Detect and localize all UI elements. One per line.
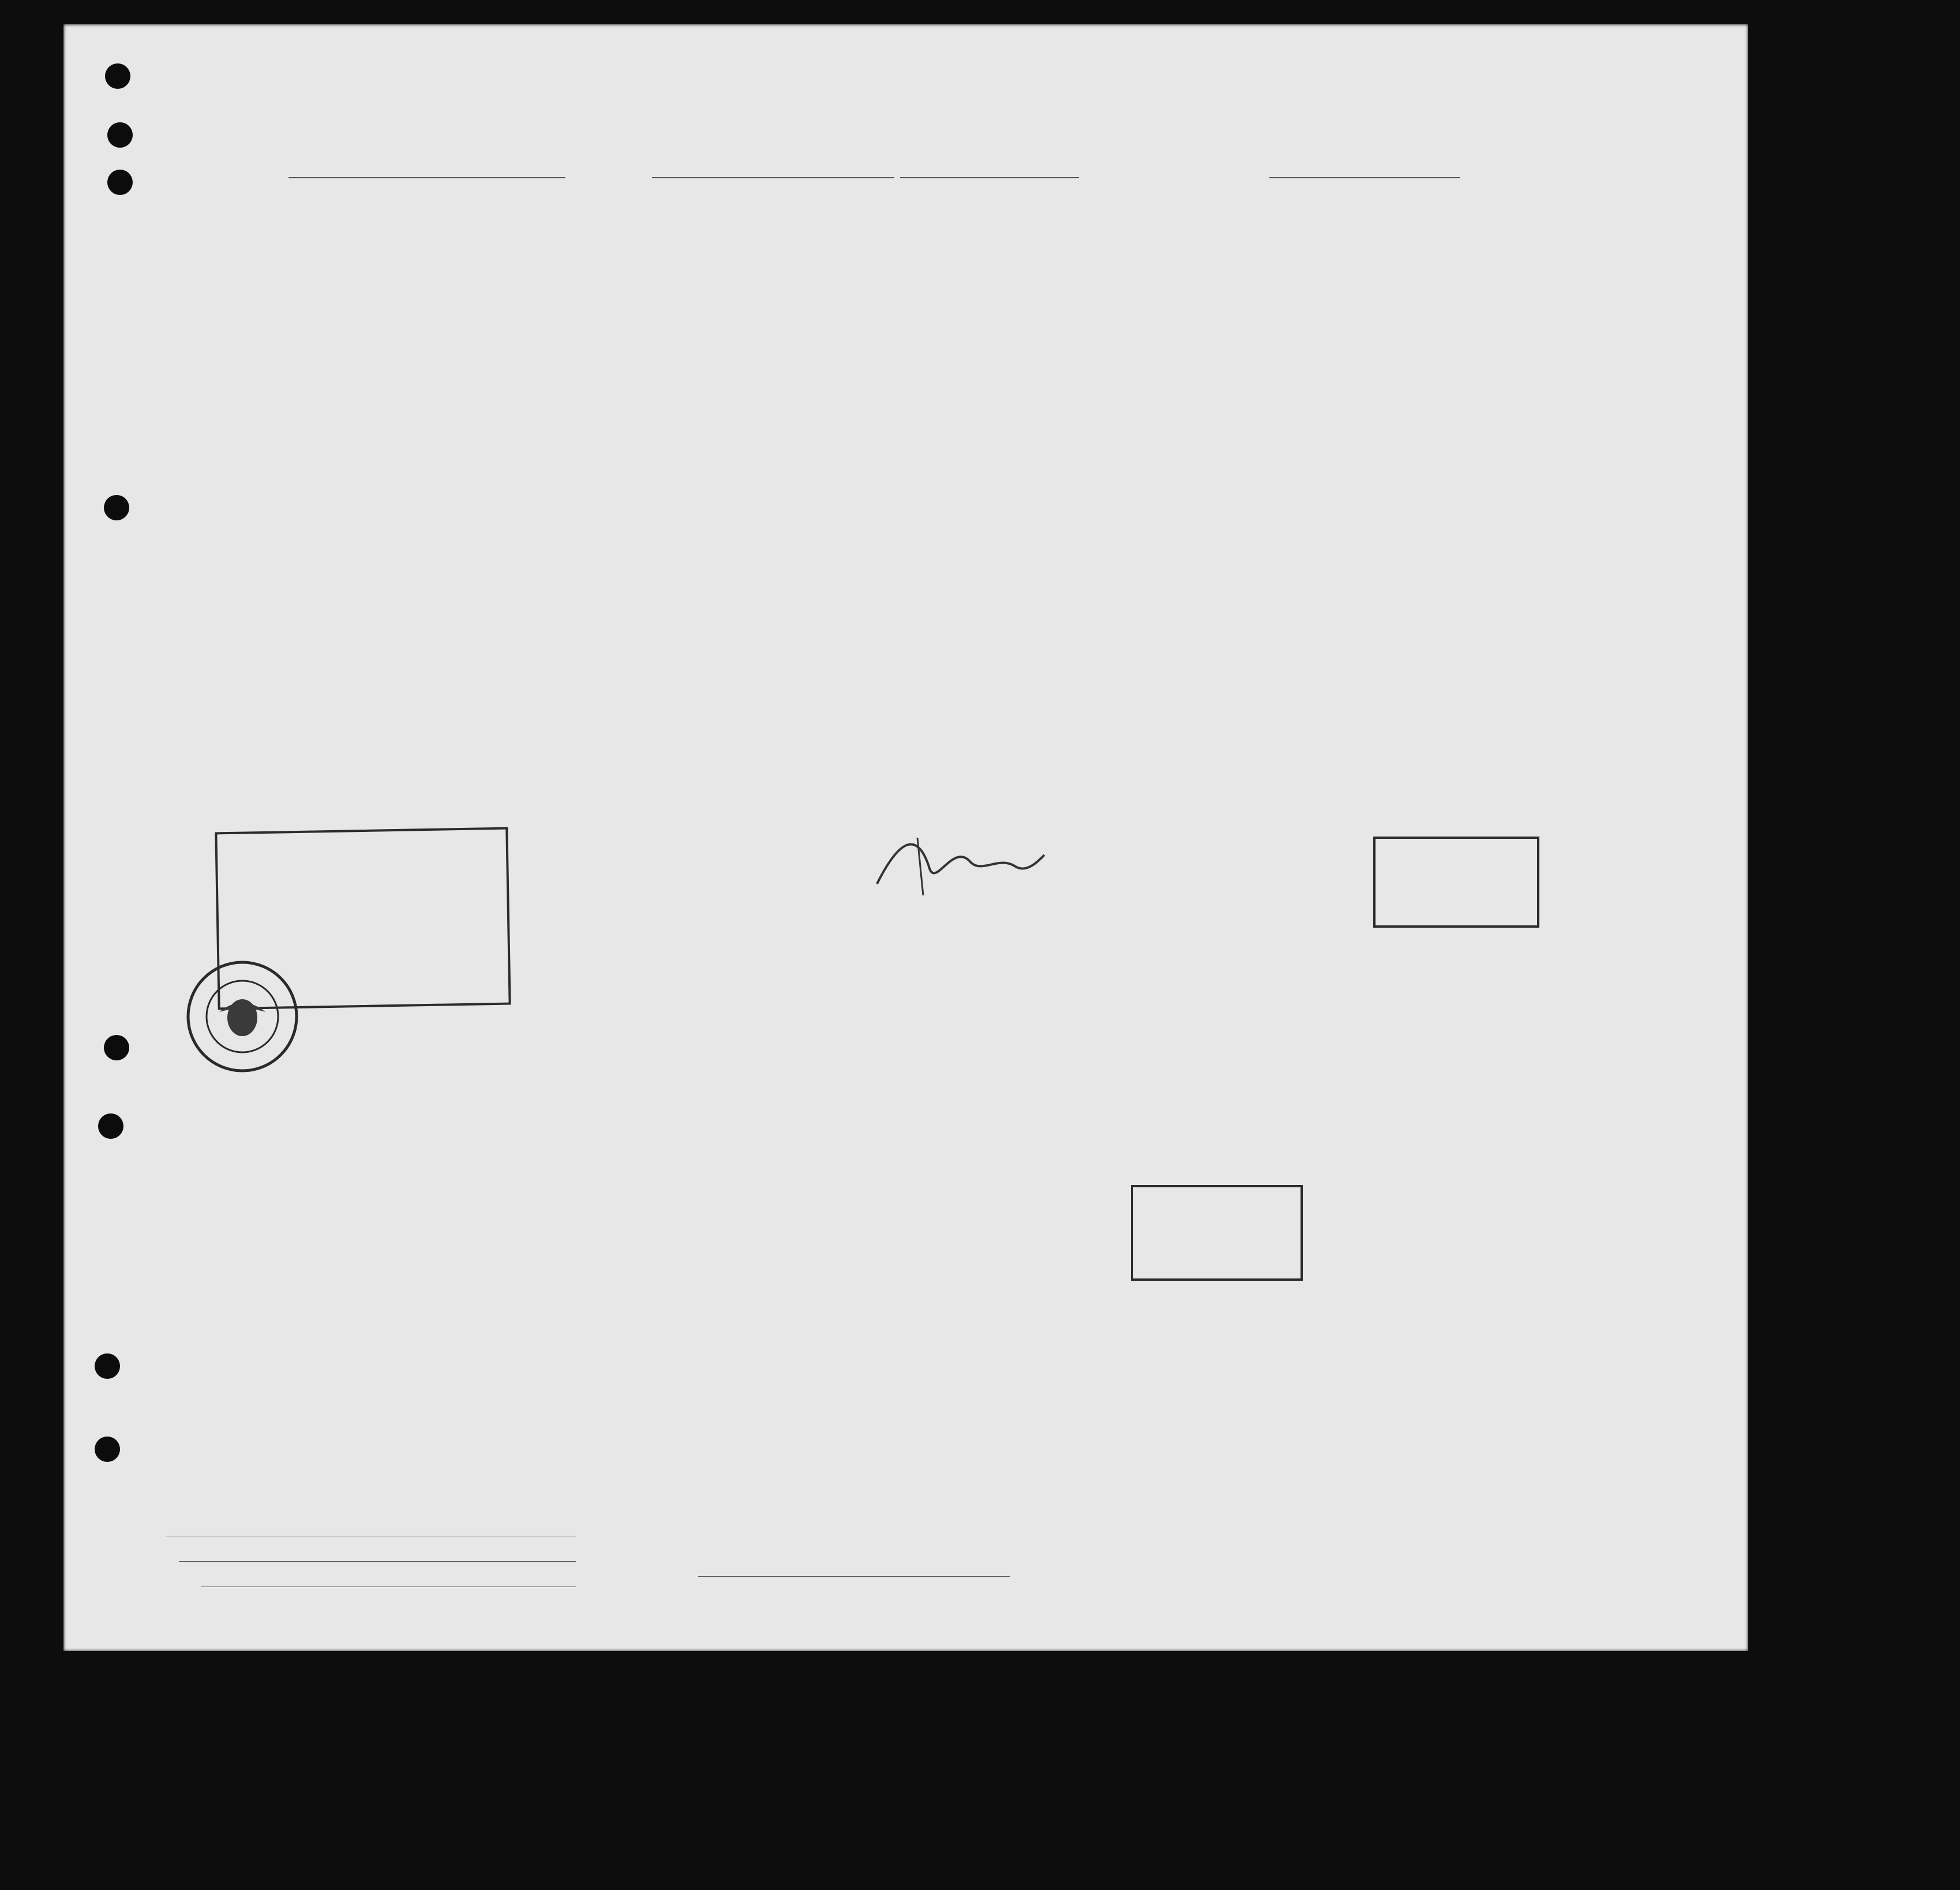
mmo-stamp-1 <box>1373 837 1539 928</box>
vessel-name <box>288 177 565 178</box>
punch-hole <box>107 170 133 195</box>
manifest-sheet <box>63 24 1748 1651</box>
arriving-port <box>652 177 894 178</box>
consulate-seal-icon <box>185 959 300 1074</box>
punch-hole <box>95 1353 120 1379</box>
punch-hole <box>98 1113 123 1139</box>
from-port <box>1269 177 1460 178</box>
inspector-signature-icon <box>865 820 1050 907</box>
punch-hole <box>105 63 130 89</box>
arrival-date <box>900 177 1079 178</box>
punch-hole <box>104 495 129 520</box>
punch-hole <box>107 122 133 148</box>
punch-hole <box>95 1437 120 1462</box>
mmo-stamp-2 <box>1131 1185 1303 1281</box>
punch-hole <box>104 1035 129 1060</box>
